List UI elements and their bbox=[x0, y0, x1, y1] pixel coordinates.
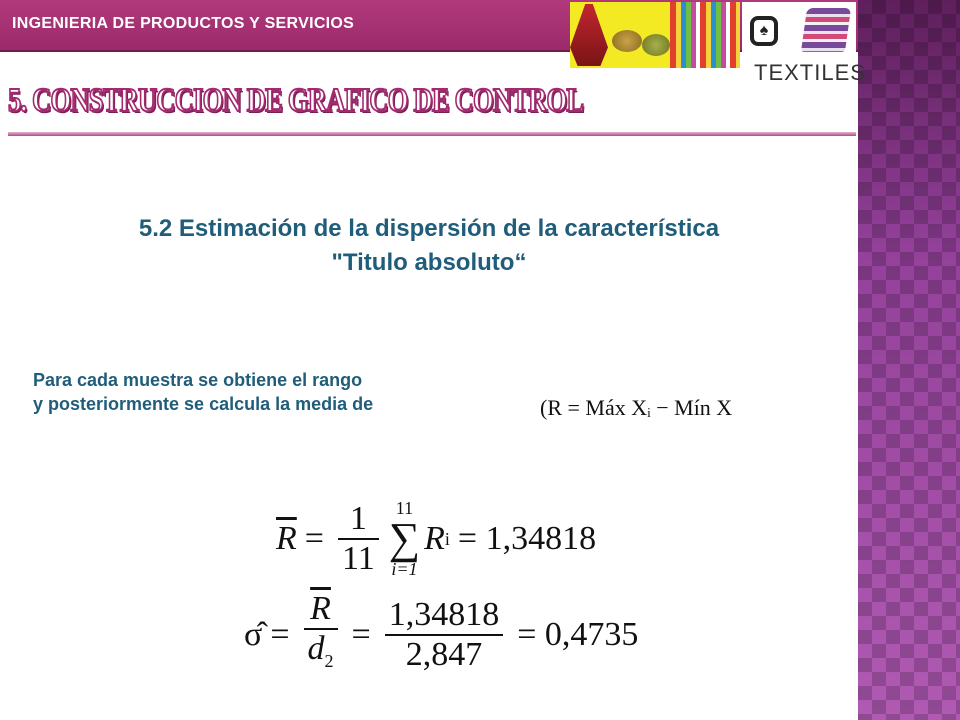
sum-upper-limit: 11 bbox=[395, 498, 414, 518]
eq-fraction bbox=[304, 590, 338, 680]
slide-subtitle bbox=[0, 212, 858, 280]
eq-result: = 1,34818 bbox=[457, 520, 597, 557]
sum-term-subscript: i bbox=[444, 528, 450, 549]
sum-term: R bbox=[424, 520, 445, 557]
eq-fraction bbox=[338, 500, 379, 578]
eq-equals: = bbox=[270, 616, 290, 653]
textiles-logo bbox=[742, 2, 866, 94]
mean-range-equation bbox=[276, 498, 604, 580]
yarn-image bbox=[642, 34, 670, 56]
yarn-image bbox=[612, 30, 642, 52]
fraction-denominator: 11 bbox=[341, 540, 375, 577]
poncho-image bbox=[570, 4, 608, 66]
body-line: y posteriormente se calcula la media de bbox=[33, 394, 374, 414]
scarves-image bbox=[670, 2, 740, 68]
range-formula: (R = Máx Xᵢ − Mín X bbox=[540, 395, 733, 420]
decorative-side-panel bbox=[858, 0, 960, 720]
eq-lhs: $\overline{R}$ bbox=[276, 520, 297, 557]
eq-lhs: σ̂ bbox=[244, 616, 263, 653]
fabric-stack-icon bbox=[801, 8, 851, 52]
heading-divider bbox=[8, 132, 856, 136]
d-symbol: d bbox=[307, 630, 325, 667]
body-line: Para cada muestra se obtiene el rango bbox=[33, 370, 363, 390]
fraction-numerator: 1,34818 bbox=[388, 596, 500, 633]
subtitle-line: 5.2 Estimación de la dispersión de la característica bbox=[138, 215, 720, 242]
eq-equals: = bbox=[304, 520, 324, 557]
body-text bbox=[33, 368, 373, 416]
textiles-photo-strip bbox=[570, 2, 740, 68]
logo-text: TEXTILES bbox=[754, 60, 866, 85]
sum-symbol: ∑ bbox=[388, 514, 421, 563]
d-subscript: 2 bbox=[324, 651, 334, 671]
fraction-numerator: 1 bbox=[349, 500, 367, 537]
eq-equals: = bbox=[351, 616, 371, 653]
sum-lower-limit: i=1 bbox=[391, 559, 418, 579]
summation bbox=[389, 498, 420, 580]
subtitle-line: "Titulo absoluto“ bbox=[331, 249, 527, 276]
sigma-estimate-equation bbox=[244, 590, 646, 680]
fraction-numerator: $\overline{R}$ bbox=[310, 590, 331, 627]
fraction-denominator: 2,847 bbox=[405, 636, 483, 673]
eq-fraction bbox=[385, 596, 504, 674]
fraction-denominator bbox=[304, 630, 338, 680]
spade-logo-icon: ♠ bbox=[750, 16, 778, 46]
section-heading: 5. CONSTRUCCION DE GRAFICO DE CONTROL bbox=[8, 82, 584, 119]
banner-title: INGENIERIA DE PRODUCTOS Y SERVICIOS bbox=[12, 15, 355, 32]
eq-result: = 0,4735 bbox=[517, 616, 639, 653]
